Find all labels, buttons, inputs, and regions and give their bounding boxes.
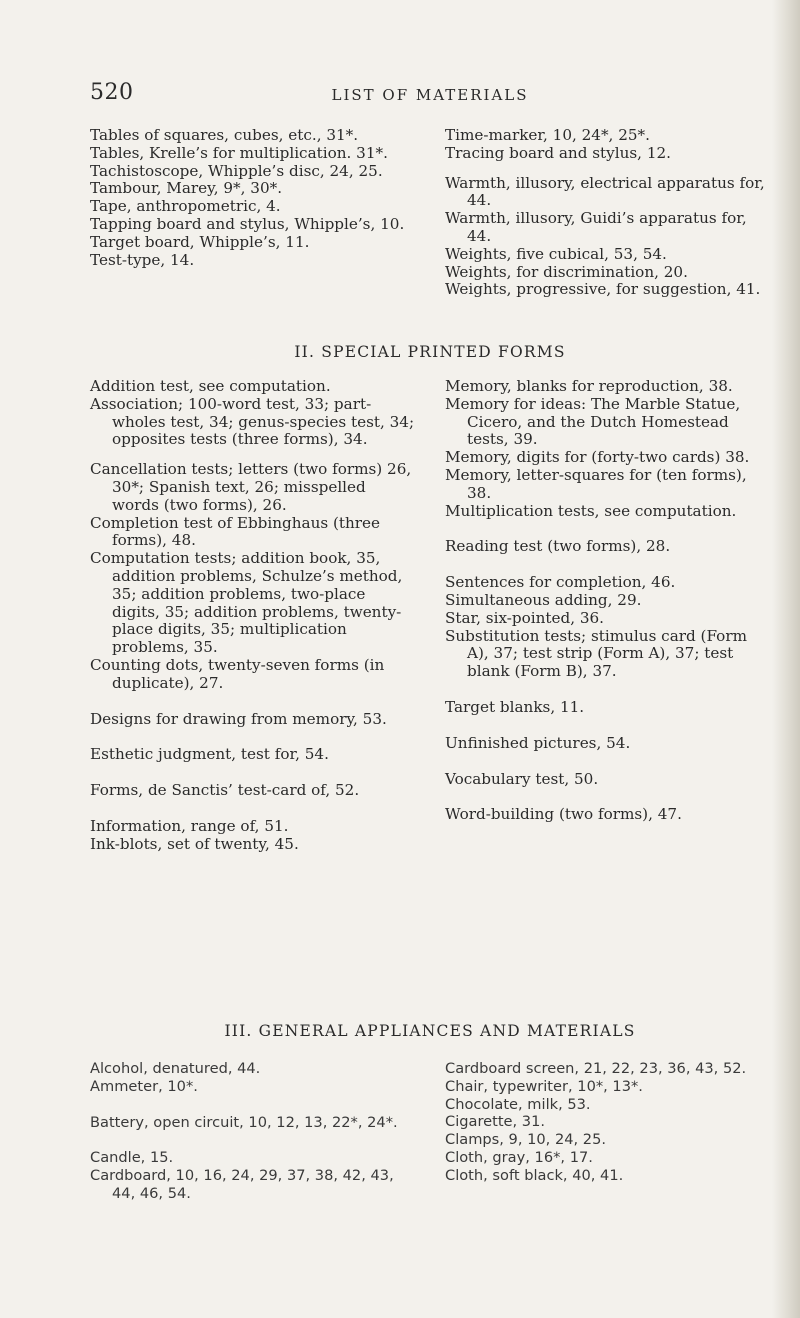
left-column — [90, 378, 415, 854]
section-printed-forms — [90, 378, 770, 854]
index-entry: Memory for ideas: The Marble Statue, Cicero, and the Dutch Homestead tests, 39. — [445, 394, 741, 449]
index-entry: Chair, typewriter, 10*, 13*. — [445, 1077, 643, 1095]
index-entry: Tables of squares, cubes, etc., 31*. — [90, 126, 359, 144]
index-entry: Battery, open circuit, 10, 12, 13, 22*, 24*. — [90, 1113, 398, 1131]
index-entry: Memory, letter-squares for (ten forms), 38. — [445, 465, 747, 502]
index-entry: Multiplication tests, see computation. — [445, 501, 737, 520]
index-entry: Counting dots, twenty-seven forms (in duplicate), 27. — [90, 655, 385, 692]
running-head: LIST OF MATERIALS — [331, 86, 529, 104]
index-entry: Reading test (two forms), 28. — [445, 537, 671, 556]
right-column — [445, 378, 770, 854]
index-entry: Cardboard, 10, 16, 24, 29, 37, 38, 42, 43, 44, 46, 54. — [90, 1167, 394, 1202]
index-entry: Warmth, illusory, electrical apparatus for, 44. — [445, 173, 765, 210]
page-edge-shadow — [772, 0, 800, 1318]
right-column — [445, 127, 770, 299]
index-entry: Tapping board and stylus, Whipple’s, 10. — [90, 214, 405, 233]
index-entry: Test-type, 14. — [90, 250, 195, 269]
index-entry: Association; 100-word test, 33; part-wholes test, 34; genus-species test, 34; opposites tests (three forms), 34. — [90, 394, 415, 449]
index-entry: Vocabulary test, 50. — [445, 769, 599, 788]
section-heading: II. SPECIAL PRINTED FORMS — [294, 343, 566, 361]
index-entry: Weights, progressive, for suggestion, 41. — [445, 280, 761, 299]
index-entry: Target board, Whipple’s, 11. — [90, 232, 310, 251]
index-entry: Alcohol, denatured, 44. — [90, 1060, 261, 1077]
index-entry: Tachistoscope, Whipple’s disc, 24, 25. — [90, 161, 383, 180]
index-entry: Word-building (two forms), 47. — [445, 805, 682, 824]
index-entry: Cancellation tests; letters (two forms) 26, 30*; Spanish text, 26; misspelled words (two forms), 26. — [90, 460, 412, 514]
index-entry: Cloth, soft black, 40, 41. — [445, 1166, 624, 1184]
index-entry: Weights, for discrimination, 20. — [445, 262, 688, 281]
index-entry: Time-marker, 10, 24*, 25*. — [445, 126, 650, 144]
index-entry: Completion test of Ebbinghaus (three forms), 48. — [90, 513, 381, 550]
index-entry: Unfinished pictures, 54. — [445, 733, 631, 752]
section-heading: III. GENERAL APPLIANCES AND MATERIALS — [224, 1022, 636, 1040]
index-entry: Tracing board and stylus, 12. — [445, 143, 671, 162]
index-entry: Tambour, Marey, 9*, 30*. — [90, 179, 283, 198]
index-entry: Tables, Krelle’s for multiplication. 31*. — [90, 143, 388, 162]
index-entry: Cardboard screen, 21, 22, 23, 36, 43, 52. — [445, 1060, 747, 1077]
index-entry: Information, range of, 51. — [90, 816, 289, 835]
index-entry: Cigarette, 31. — [445, 1113, 546, 1131]
index-entry: Chocolate, milk, 53. — [445, 1095, 591, 1113]
index-entry: Memory, digits for (forty-two cards) 38. — [445, 448, 750, 467]
index-entry: Ammeter, 10*. — [90, 1077, 198, 1095]
page-number: 520 — [90, 80, 134, 105]
index-entry: Simultaneous adding, 29. — [445, 590, 642, 609]
index-entry: Cloth, gray, 16*, 17. — [445, 1148, 593, 1166]
index-entry: Sentences for completion, 46. — [445, 573, 676, 592]
index-entry: Star, six-pointed, 36. — [445, 608, 605, 627]
index-entry: Target blanks, 11. — [445, 697, 585, 716]
index-entry: Memory, blanks for reproduction, 38. — [445, 377, 733, 395]
index-entry: Clamps, 9, 10, 24, 25. — [445, 1131, 607, 1149]
index-entry: Warmth, illusory, Guidi’s apparatus for, 44. — [445, 209, 747, 245]
index-entry: Addition test, see computation. — [90, 377, 331, 395]
index-entry: Designs for drawing from memory, 53. — [90, 709, 387, 728]
index-entry: Ink-blots, set of twenty, 45. — [90, 834, 299, 853]
left-column — [90, 1060, 415, 1203]
index-entry: Candle, 15. — [90, 1149, 174, 1167]
index-entry: Tape, anthropometric, 4. — [90, 197, 281, 216]
section-apparatus-continued — [90, 127, 770, 299]
right-column — [445, 1060, 770, 1203]
left-column — [90, 127, 415, 299]
index-entry: Forms, de Sanctis’ test-card of, 52. — [90, 781, 360, 800]
section-general-appliances — [90, 1060, 770, 1203]
page-header — [90, 80, 770, 110]
index-entry: Substitution tests; stimulus card (Form A), 37; test strip (Form A), 37; test blank (Form B), 37. — [445, 626, 747, 681]
index-entry: Esthetic judgment, test for, 54. — [90, 745, 329, 764]
index-entry: Computation tests; addition book, 35, addition problems, Schulze’s method, 35; addition problems, two-place digits, 35; addition problems, twenty-place digits, 35; multiplication problems, 35. — [90, 549, 403, 657]
index-entry: Weights, five cubical, 53, 54. — [445, 244, 667, 263]
